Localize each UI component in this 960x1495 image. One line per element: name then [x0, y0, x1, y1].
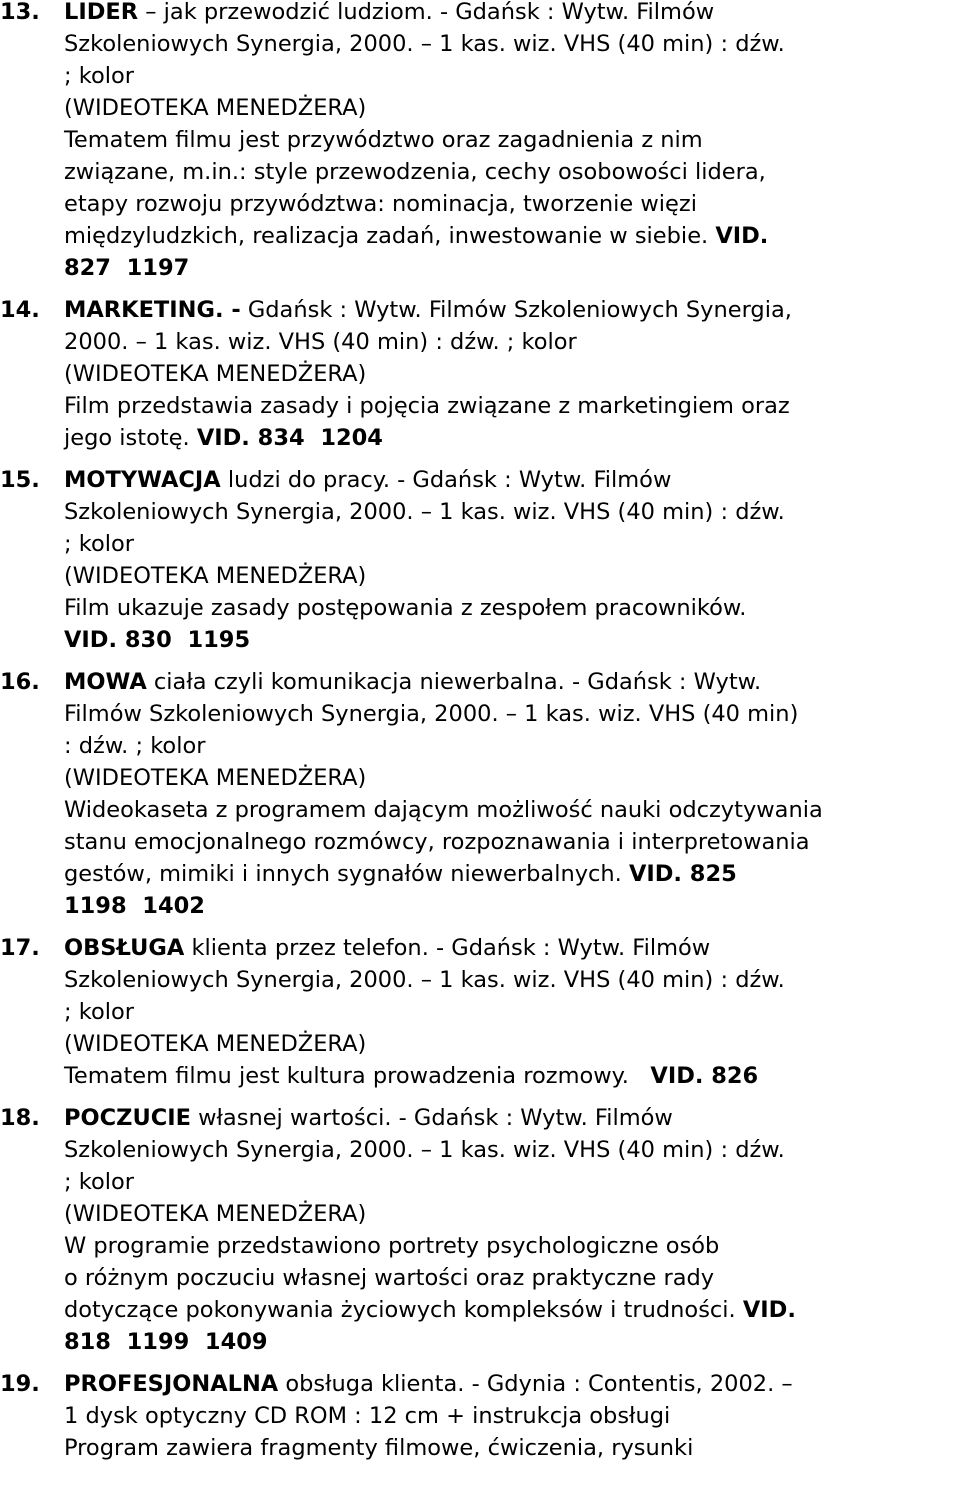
entry-series: (WIDEOTEKA MENEDŻERA): [64, 563, 367, 589]
entry-vid-label: VID. 826: [650, 1063, 759, 1089]
entry-title-bold: PROFESJONALNA: [64, 1371, 279, 1397]
entry-description-line: o różnym poczuciu własnej wartości oraz praktyczne rady: [64, 1265, 715, 1291]
entry-vid-numbers: VID. 830 1195: [64, 627, 251, 653]
entry-title-rest: ciała czyli komunikacja niewerbalna. - Gdańsk : Wytw.: [153, 669, 762, 695]
entry-number: 18.: [0, 1105, 40, 1131]
entry-body: [64, 294, 960, 454]
entry-publication: Szkoleniowych Synergia, 2000. – 1 kas. wiz. VHS (40 min) : dźw.: [64, 1137, 785, 1163]
entry-vid-numbers: 818 1199 1409: [64, 1329, 268, 1355]
catalog-entry: [0, 666, 960, 922]
entry-body: [64, 1368, 960, 1464]
entry-number: 17.: [0, 935, 40, 961]
entry-title-rest: obsługa klienta. - Gdynia : Contentis, 2002. –: [285, 1371, 793, 1397]
entry-body: [64, 666, 960, 922]
entry-number: 19.: [0, 1371, 40, 1397]
entry-publication: Szkoleniowych Synergia, 2000. – 1 kas. wiz. VHS (40 min) : dźw.: [64, 967, 785, 993]
entry-vid-numbers: 1198 1402: [64, 893, 205, 919]
entry-publication-cont: : dźw. ; kolor: [64, 733, 206, 759]
entry-number: 13.: [0, 0, 40, 25]
catalog-entry: [0, 464, 960, 656]
entry-publication-cont: ; kolor: [64, 531, 134, 557]
entry-title-bold: MARKETING. -: [64, 297, 241, 323]
entry-title-bold: MOTYWACJA: [64, 467, 221, 493]
entry-title-bold: OBSŁUGA: [64, 935, 185, 961]
entry-description-line: stanu emocjonalnego rozmówcy, rozpoznawania i interpretowania: [64, 829, 810, 855]
entry-description-line: W programie przedstawiono portrety psychologiczne osób: [64, 1233, 720, 1259]
catalog-entry: [0, 1368, 960, 1464]
entry-number: 15.: [0, 467, 40, 493]
entry-publication-cont: ; kolor: [64, 999, 134, 1025]
entry-vid-numbers: 827 1197: [64, 255, 190, 281]
catalog-entry: [0, 294, 960, 454]
catalog-entry: [0, 0, 960, 284]
entry-number: 16.: [0, 669, 40, 695]
entry-title-rest: jak przewodzić ludziom. - Gdańsk : Wytw. Filmów: [163, 0, 715, 25]
entry-vid-label: VID.: [742, 1297, 796, 1323]
entry-series: (WIDEOTEKA MENEDŻERA): [64, 361, 367, 387]
entry-title-separator: –: [138, 0, 164, 25]
entry-series: (WIDEOTEKA MENEDŻERA): [64, 95, 367, 121]
entry-publication: Szkoleniowych Synergia, 2000. – 1 kas. wiz. VHS (40 min) : dźw.: [64, 499, 785, 525]
entry-publication: 1 dysk optyczny CD ROM : 12 cm + instrukcja obsługi: [64, 1403, 671, 1429]
entry-vid-label: VID. 834 1204: [196, 425, 383, 451]
catalog-entry: [0, 932, 960, 1092]
entry-publication-cont: ; kolor: [64, 1169, 134, 1195]
entry-description-line: Program zawiera fragmenty filmowe, ćwiczenia, rysunki: [64, 1435, 694, 1461]
entry-description-line: międzyludzkich, realizacja zadań, inwestowanie w siebie.: [64, 223, 709, 249]
entry-title-rest: Gdańsk : Wytw. Filmów Szkoleniowych Synergia,: [247, 297, 792, 323]
catalog-entry: [0, 1102, 960, 1358]
entry-vid-label: VID.: [715, 223, 769, 249]
entry-title-bold: MOWA: [64, 669, 147, 695]
entry-publication-cont: ; kolor: [64, 63, 134, 89]
entry-description-line: Tematem filmu jest kultura prowadzenia rozmowy.: [64, 1063, 629, 1089]
entry-vid-label: VID. 825: [628, 861, 737, 887]
entry-publication: 2000. – 1 kas. wiz. VHS (40 min) : dźw. ; kolor: [64, 329, 577, 355]
entry-publication: Filmów Szkoleniowych Synergia, 2000. – 1 kas. wiz. VHS (40 min): [64, 701, 799, 727]
entry-body: [64, 464, 960, 656]
entry-title-bold: LIDER: [64, 0, 139, 25]
entry-description-line: Wideokaseta z programem dającym możliwość nauki odczytywania: [64, 797, 823, 823]
entry-description-line: etapy rozwoju przywództwa: nominacja, tworzenie więzi: [64, 191, 697, 217]
entry-body: [64, 1102, 960, 1358]
entry-title-rest: klienta przez telefon. - Gdańsk : Wytw. Filmów: [191, 935, 711, 961]
entry-title-bold: POCZUCIE: [64, 1105, 191, 1131]
entry-series: (WIDEOTEKA MENEDŻERA): [64, 1031, 367, 1057]
entry-description-line: gestów, mimiki i innych sygnałów niewerbalnych.: [64, 861, 622, 887]
entry-description-line: Film ukazuje zasady postępowania z zespołem pracowników.: [64, 595, 747, 621]
entry-description-line: dotyczące pokonywania życiowych kompleksów i trudności.: [64, 1297, 736, 1323]
entry-title-rest: własnej wartości. - Gdańsk : Wytw. Filmów: [198, 1105, 673, 1131]
entry-series: (WIDEOTEKA MENEDŻERA): [64, 1201, 367, 1227]
entry-body: [64, 0, 960, 284]
entry-description-line: jego istotę.: [64, 425, 190, 451]
entry-body: [64, 932, 960, 1092]
entry-publication: Szkoleniowych Synergia, 2000. – 1 kas. wiz. VHS (40 min) : dźw.: [64, 31, 785, 57]
entry-description-line: Tematem filmu jest przywództwo oraz zagadnienia z nim: [64, 127, 703, 153]
entry-number: 14.: [0, 297, 40, 323]
entry-description-line: związane, m.in.: style przewodzenia, cechy osobowości lidera,: [64, 159, 766, 185]
entry-title-rest: ludzi do pracy. - Gdańsk : Wytw. Filmów: [227, 467, 672, 493]
entry-description-line: Film przedstawia zasady i pojęcia związane z marketingiem oraz: [64, 393, 790, 419]
entry-series: (WIDEOTEKA MENEDŻERA): [64, 765, 367, 791]
